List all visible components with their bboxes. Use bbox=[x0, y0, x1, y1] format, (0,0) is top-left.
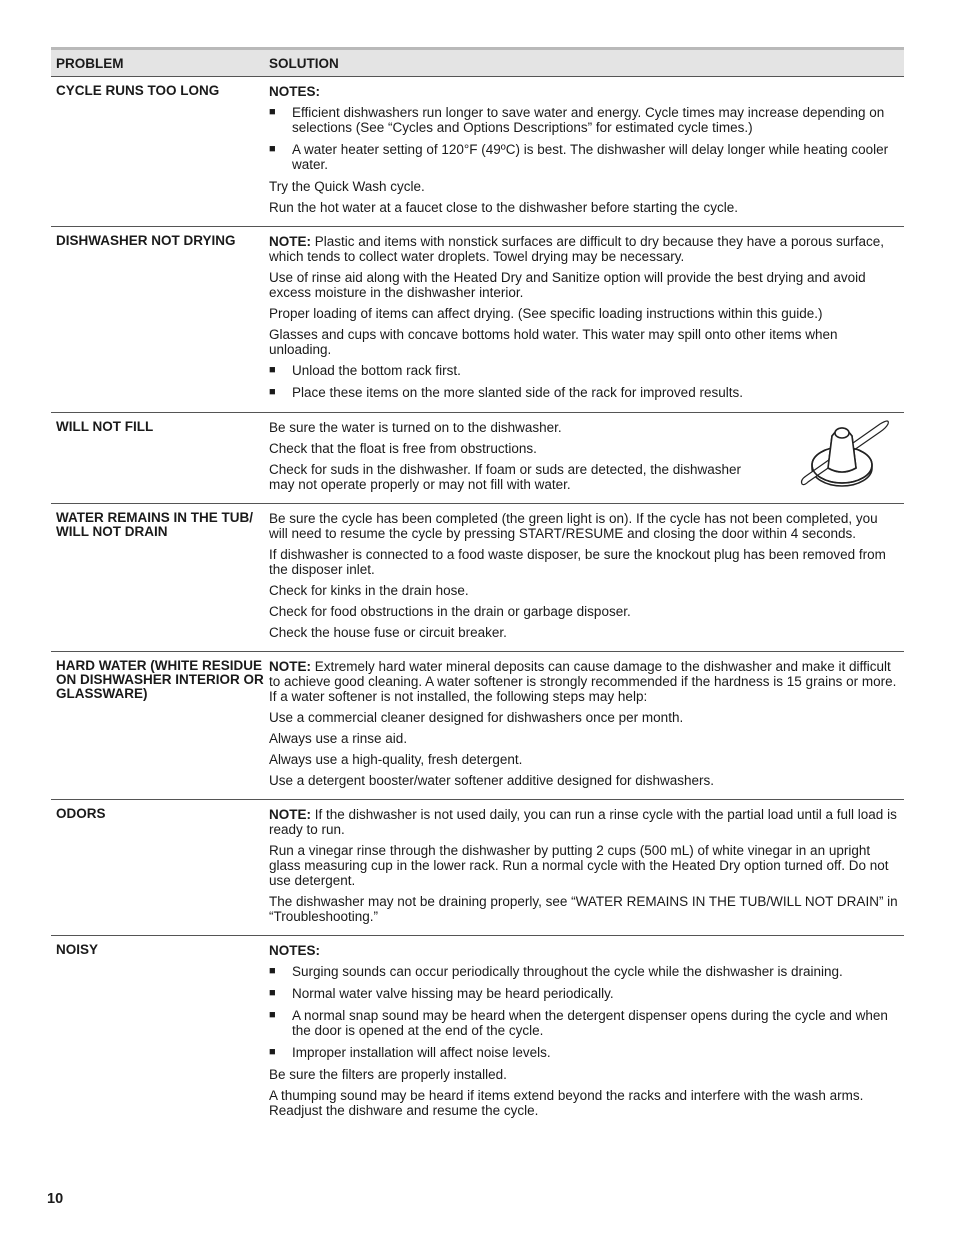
bullet-icon: ■ bbox=[269, 364, 276, 376]
solution-text: Use a detergent booster/water softener additive designed for dishwashers. bbox=[269, 773, 715, 788]
problem-cell: WATER REMAINS IN THE TUB/ WILL NOT DRAIN bbox=[56, 510, 253, 539]
problem-cell: HARD WATER (WHITE RESIDUE ON DISHWASHER INTERIOR OR GLASSWARE) bbox=[56, 658, 264, 701]
solution-text: Use a commercial cleaner designed for dishwashers once per month. bbox=[269, 710, 684, 725]
bullet-item: ■ Improper installation will affect noise levels. bbox=[269, 1045, 551, 1060]
bullet-icon: ■ bbox=[269, 987, 276, 999]
solution-text: Check for kinks in the drain hose. bbox=[269, 583, 469, 598]
problem-cell: WILL NOT FILL bbox=[56, 419, 154, 434]
solution-cell bbox=[269, 418, 904, 498]
problem-cell: NOISY bbox=[56, 942, 99, 957]
note-text: NOTE: If the dishwasher is not used daily, you can run a rinse cycle with the partial load until a full load is ready to run. bbox=[269, 807, 897, 837]
solution-text: Run a vinegar rinse through the dishwasher by putting 2 cups (500 mL) of white vinegar in an upright glass measuring cup in the lower rack. Run a normal cycle with the Heated Dry option turned off. Do not use detergent. bbox=[269, 843, 889, 888]
solution-text: Be sure the water is turned on to the dishwasher. bbox=[269, 420, 562, 435]
bullet-item: ■ Place these items on the more slanted side of the rack for improved results. bbox=[269, 385, 743, 400]
bullet-item: ■ Normal water valve hissing may be heard periodically. bbox=[269, 986, 614, 1001]
problem-cell: DISHWASHER NOT DRYING bbox=[56, 233, 236, 248]
solution-text: Always use a high-quality, fresh detergent. bbox=[269, 752, 523, 767]
solution-text: If dishwasher is connected to a food waste disposer, be sure the knockout plug has been removed from the disposer inlet. bbox=[269, 547, 886, 577]
solution-text: Use of rinse aid along with the Heated Dry and Sanitize option will provide the best drying and avoid excess moisture in the dishwasher interior. bbox=[269, 270, 866, 300]
bullet-icon: ■ bbox=[269, 386, 276, 398]
bullet-item: ■ Surging sounds can occur periodically throughout the cycle while the dishwasher is draining. bbox=[269, 964, 843, 979]
solution-text: Check the house fuse or circuit breaker. bbox=[269, 625, 507, 640]
solution-text: Be sure the cycle has been completed (the green light is on). If the cycle has not been completed, you will need to resume the cycle by pressing START/RESUME and closing the door within 4 seconds. bbox=[269, 511, 878, 541]
solution-text: Check for food obstructions in the drain or garbage disposer. bbox=[269, 604, 631, 619]
solution-text: A thumping sound may be heard if items extend beyond the racks and interfere with the wash arms. Readjust the dishware and resume the cycle. bbox=[269, 1088, 864, 1118]
notes-label: NOTES: bbox=[269, 943, 321, 958]
header-problem: PROBLEM bbox=[56, 55, 124, 71]
problem-cell: ODORS bbox=[56, 806, 106, 821]
solution-text: Proper loading of items can affect drying. (See specific loading instructions within this guide.) bbox=[269, 306, 823, 321]
page-number: 10 bbox=[47, 1191, 64, 1207]
header-solution: SOLUTION bbox=[269, 55, 339, 71]
solution-text: Always use a rinse aid. bbox=[269, 731, 408, 746]
solution-cell bbox=[269, 805, 904, 930]
bullet-icon: ■ bbox=[269, 1009, 276, 1021]
solution-text: Try the Quick Wash cycle. bbox=[269, 179, 425, 194]
bullet-icon: ■ bbox=[269, 106, 276, 118]
solution-text: Check that the float is free from obstructions. bbox=[269, 441, 537, 456]
solution-text: Check for suds in the dishwasher. If foam or suds are detected, the dishwasher may not operate properly or may not fill with water. bbox=[269, 462, 741, 492]
note-text: NOTE: Plastic and items with nonstick surfaces are difficult to dry because they have a porous surface, which tends to collect water droplets. Towel drying may be necessary. bbox=[269, 234, 885, 264]
table-row bbox=[51, 227, 904, 413]
solution-cell bbox=[269, 941, 904, 1124]
table-row bbox=[51, 652, 904, 800]
notes-label: NOTES: bbox=[269, 84, 321, 99]
solution-cell bbox=[269, 509, 904, 646]
solution-cell bbox=[269, 232, 904, 407]
bullet-icon: ■ bbox=[269, 1046, 276, 1058]
bullet-icon: ■ bbox=[269, 965, 276, 977]
solution-cell bbox=[269, 82, 904, 221]
table-row bbox=[51, 77, 904, 227]
note-text: NOTE: Extremely hard water mineral deposits can cause damage to the dishwasher and make it difficult to achieve good cleaning. A water softener is strongly recommended if the hardness is 15 grains or more. If a water softener is not installed, the following steps may help: bbox=[269, 659, 897, 704]
bullet-icon: ■ bbox=[269, 143, 276, 155]
table-row bbox=[51, 413, 904, 504]
solution-cell bbox=[269, 657, 904, 794]
bullet-item: ■ A normal snap sound may be heard when the detergent dispenser opens during the cycle and when the door is opened at the end of the cycle. bbox=[269, 1008, 888, 1038]
table-header bbox=[51, 47, 904, 77]
bullet-item: ■ Unload the bottom rack first. bbox=[269, 363, 461, 378]
table-row bbox=[51, 504, 904, 652]
troubleshooting-table bbox=[51, 47, 904, 1129]
float-illustration-icon bbox=[794, 418, 894, 494]
bullet-item: ■ A water heater setting of 120°F (49ºC) is best. The dishwasher will delay longer while heating cooler water. bbox=[269, 142, 889, 172]
table-row bbox=[51, 936, 904, 1129]
bullet-item: ■ Efficient dishwashers run longer to save water and energy. Cycle times may increase depending on selections (See “Cycles and Options Descriptions” for estimated cycle times.) bbox=[269, 105, 885, 135]
table-row bbox=[51, 800, 904, 936]
solution-text: Be sure the filters are properly installed. bbox=[269, 1067, 507, 1082]
problem-cell: CYCLE RUNS TOO LONG bbox=[56, 83, 220, 98]
solution-text: The dishwasher may not be draining properly, see “WATER REMAINS IN THE TUB/WILL NOT DRAIN” in “Troubleshooting.” bbox=[269, 894, 898, 924]
solution-text: Run the hot water at a faucet close to the dishwasher before starting the cycle. bbox=[269, 200, 739, 215]
solution-text: Glasses and cups with concave bottoms hold water. This water may spill onto other items when unloading. bbox=[269, 327, 838, 357]
